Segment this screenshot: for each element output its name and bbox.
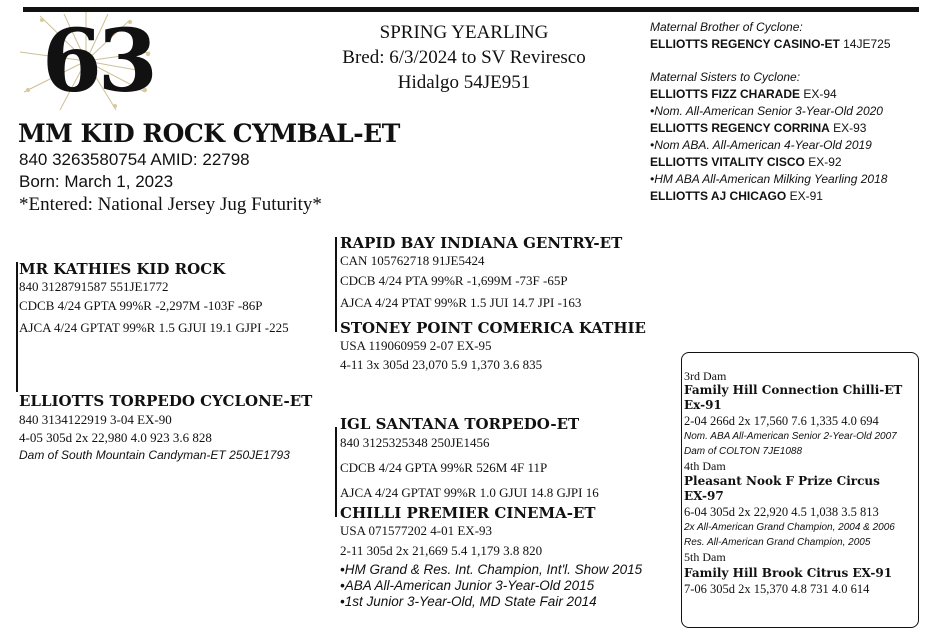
- maternal-sisters-heading: Maternal Sisters to Cyclone:: [650, 70, 801, 84]
- sale-category: SPRING YEARLING: [379, 22, 549, 43]
- brother-reg: 14JE725: [839, 37, 891, 51]
- entered-note: *Entered: National Jersey Jug Futurity*: [19, 194, 322, 215]
- sister-score: EX-94: [800, 87, 837, 101]
- lot-number: 63: [42, 11, 154, 112]
- fourth-dam-note: Res. All-American Grand Champion, 2005: [684, 537, 871, 548]
- sire-dam-ids: USA 119060959 2-07 EX-95: [340, 338, 492, 353]
- dam-dam-ids: USA 071577202 4-01 EX-93: [340, 523, 493, 538]
- sire: [19, 260, 289, 336]
- sire-ids: 840 3128791587 551JE1772: [19, 279, 169, 294]
- sister-name: ELLIOTTS REGENCY CORRINA: [650, 121, 830, 135]
- animal-born: Born: March 1, 2023: [19, 172, 174, 191]
- brother-name: ELLIOTTS REGENCY CASINO-ET: [650, 37, 840, 51]
- sire-sire-cdcb: CDCB 4/24 PTA 99%R -1,699M -73F -65P: [340, 273, 568, 288]
- fourth-dam-name: Pleasant Nook F Prize Circus: [684, 474, 880, 488]
- sister-item: [650, 120, 891, 137]
- dam-sire: [340, 415, 599, 501]
- dam-sire-cdcb: CDCB 4/24 GPTA 99%R 526M 4F 11P: [340, 460, 548, 475]
- maternal-family: [650, 19, 891, 205]
- pedigree-bracket-dam-parents: [335, 427, 337, 517]
- dam-dam: [340, 504, 642, 609]
- sister-item: [650, 188, 891, 205]
- dam-dam-name: CHILLI PREMIER CINEMA-ET: [340, 504, 596, 522]
- dam-sire-ids: 840 3125325348 250JE1456: [340, 435, 490, 450]
- bred-info: Bred: 6/3/2024 to SV Reviresco: [342, 47, 586, 68]
- top-rule: [23, 7, 919, 12]
- third-dam-record: 2-04 266d 2x 17,560 7.6 1,335 4.0 694: [684, 414, 879, 428]
- sister-item: [650, 86, 891, 103]
- dam-dam-note: •HM Grand & Res. Int. Champion, Int'l. Show 2015: [340, 562, 643, 577]
- dam-ids: 840 3134122919 3-04 EX-90: [19, 412, 172, 427]
- dams-box-content: [684, 369, 916, 597]
- dam-dam-note: •1st Junior 3-Year-Old, MD State Fair 2014: [340, 594, 597, 609]
- sire-ajca: AJCA 4/24 GPTAT 99%R 1.5 GJUI 19.1 GJPI -225: [19, 320, 289, 335]
- animal-name: MM KID ROCK CYMBAL-ET: [18, 119, 400, 148]
- maternal-brother: [650, 36, 891, 53]
- sister-item: [650, 154, 891, 171]
- third-dam-note: Dam of COLTON 7JE1088: [684, 446, 803, 457]
- sale-info: [330, 20, 598, 95]
- sire-sire-ajca: AJCA 4/24 PTAT 99%R 1.5 JUI 14.7 JPI -163: [340, 295, 582, 310]
- bred-sire: Hidalgo 54JE951: [397, 72, 531, 93]
- animal-ids: 840 3263580754 AMID: 22798: [19, 150, 250, 169]
- fifth-dam-label: 5th Dam: [684, 550, 726, 564]
- sister-note: •Nom ABA. All-American 4-Year-Old 2019: [650, 138, 872, 152]
- sister-note: •Nom. All-American Senior 3-Year-Old 2020: [650, 104, 883, 118]
- sister-note: •HM ABA All-American Milking Yearling 2018: [650, 172, 888, 186]
- sire-name: MR KATHIES KID ROCK: [19, 260, 226, 278]
- sire-dam-record: 4-11 3x 305d 23,070 5.9 1,370 3.6 835: [340, 357, 543, 372]
- dam-dam-record: 2-11 305d 2x 21,669 5.4 1,179 3.8 820: [340, 543, 543, 558]
- lot-number-graphic: [20, 12, 152, 110]
- fourth-dam-note: 2x All-American Grand Champion, 2004 & 2006: [684, 522, 895, 533]
- dam-dam-note: •ABA All-American Junior 3-Year-Old 2015: [340, 578, 595, 593]
- fourth-dam-label: 4th Dam: [684, 459, 726, 473]
- sire-sire: [340, 234, 622, 311]
- dam-sire-name: IGL SANTANA TORPEDO-ET: [340, 415, 580, 433]
- third-dam-score: Ex-91: [684, 398, 722, 412]
- maternal-brother-heading: Maternal Brother of Cyclone:: [650, 20, 803, 34]
- sire-dam-name: STONEY POINT COMERICA KATHIE: [340, 319, 646, 337]
- fifth-dam-record: 7-06 305d 2x 15,370 4.8 731 4.0 614: [684, 582, 870, 596]
- sister-name: ELLIOTTS AJ CHICAGO: [650, 189, 787, 203]
- dam-sire-ajca: AJCA 4/24 GPTAT 99%R 1.0 GJUI 14.8 GJPI 16: [340, 485, 599, 500]
- sire-dam: [340, 319, 646, 373]
- sire-sire-ids: CAN 105762718 91JE5424: [340, 253, 485, 268]
- dam-name: ELLIOTTS TORPEDO CYCLONE-ET: [19, 392, 313, 410]
- fourth-dam-score: EX-97: [684, 489, 724, 503]
- third-dam-name: Family Hill Connection Chilli-ET: [684, 383, 903, 397]
- sister-name: ELLIOTTS VITALITY CISCO: [650, 155, 805, 169]
- sister-name: ELLIOTTS FIZZ CHARADE: [650, 87, 800, 101]
- sister-score: EX-92: [804, 155, 842, 169]
- sire-sire-name: RAPID BAY INDIANA GENTRY-ET: [340, 234, 623, 252]
- dam-record: 4-05 305d 2x 22,980 4.0 923 3.6 828: [19, 430, 212, 445]
- fourth-dam-record: 6-04 305d 2x 22,920 4.5 1,038 3.5 813: [684, 505, 879, 519]
- pedigree-bracket-sire-parents: [335, 237, 337, 332]
- third-dam-note: Nom. ABA All-American Senior 2-Year-Old 2007: [684, 431, 897, 442]
- sister-score: EX-93: [829, 121, 867, 135]
- sire-cdcb: CDCB 4/24 GPTA 99%R -2,297M -103F -86P: [19, 298, 263, 313]
- dam: [19, 392, 312, 462]
- sister-score: EX-91: [786, 189, 823, 203]
- fifth-dam-name: Family Hill Brook Citrus EX-91: [684, 566, 893, 580]
- third-dam-label: 3rd Dam: [684, 369, 727, 383]
- dam-note: Dam of South Mountain Candyman-ET 250JE1793: [19, 448, 290, 462]
- pedigree-bracket-sire: [16, 262, 18, 392]
